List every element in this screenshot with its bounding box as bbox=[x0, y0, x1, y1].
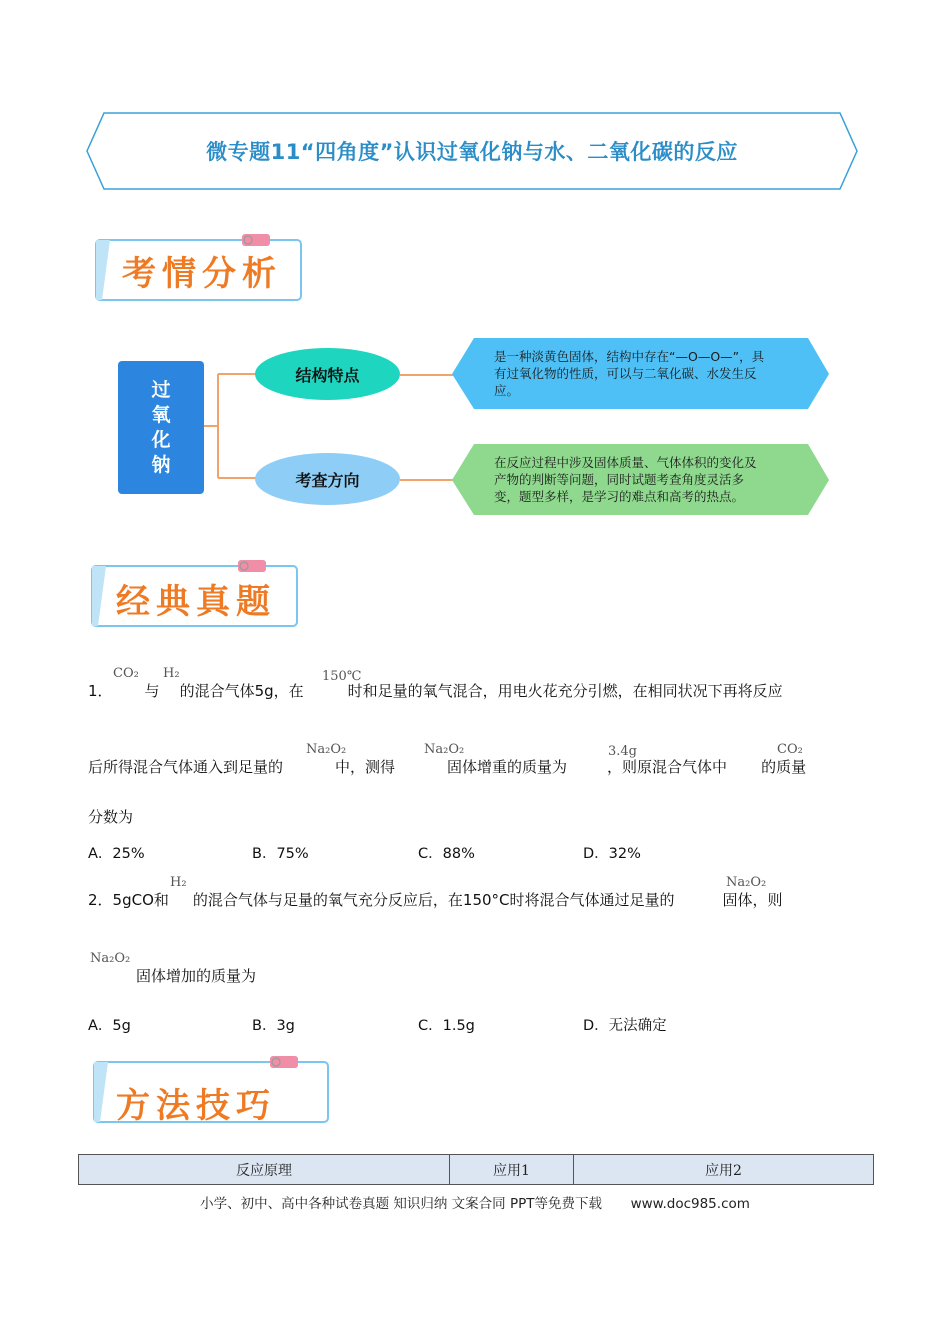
footer-site-link[interactable]: www.doc985.com bbox=[630, 1196, 750, 1212]
branch1-line-3: 应。 bbox=[494, 383, 520, 398]
q2-line-2 bbox=[88, 965, 256, 986]
q1-line-2 bbox=[88, 756, 806, 777]
branch2-description bbox=[494, 454, 804, 505]
branch1-description bbox=[494, 348, 804, 399]
q1-option-b: B．75% bbox=[252, 846, 309, 862]
q2-option-d: D．无法确定 bbox=[583, 1018, 667, 1034]
q1-option-a: A．25% bbox=[88, 846, 145, 862]
formula-mass: 3.4g bbox=[608, 744, 637, 759]
method-table bbox=[78, 1154, 874, 1185]
formula-na2o2: Na₂O₂ bbox=[424, 742, 465, 757]
root-char: 氧 bbox=[151, 403, 171, 426]
q2-option-c: C．1.5g bbox=[418, 1018, 475, 1034]
q1-text: 中，测得 bbox=[335, 758, 396, 776]
footer-text: 小学、初中、高中各种试卷真题 知识归纳 文案合同 PPT等免费下载 bbox=[200, 1196, 602, 1212]
table-header-app1: 应用1 bbox=[450, 1155, 574, 1185]
q2-text: 5gCO和 bbox=[112, 891, 169, 909]
formula-na2o2: Na₂O₂ bbox=[726, 875, 767, 890]
q2-text: 的混合气体与足量的氧气充分反应后，在150°C时将混合气体通过足量的 bbox=[192, 891, 675, 909]
table-header-principle: 反应原理 bbox=[79, 1155, 450, 1185]
q1-option-d: D．32% bbox=[583, 846, 641, 862]
branch2-line-2: 产物的判断等问题，同时试题考查角度灵活多 bbox=[494, 472, 745, 487]
q1-text: 固体增重的质量为 bbox=[447, 758, 568, 776]
branch1-line-2: 有过氧化物的性质，可以与二氧化碳、水发生反 bbox=[494, 366, 757, 381]
q1-text: 的混合气体5g，在 bbox=[179, 682, 304, 700]
branch2-line-3: 变，题型多样，是学习的难点和高考的热点。 bbox=[494, 489, 745, 504]
q2-option-a: A．5g bbox=[88, 1018, 131, 1034]
section-title-analysis: 考情分析 bbox=[122, 254, 282, 294]
q1-line-3: 分数为 bbox=[88, 808, 134, 826]
q1-text: 时和足量的氧气混合，用电火花充分引燃，在相同状况下再将反应 bbox=[347, 682, 783, 700]
q1-option-c: C．88% bbox=[418, 846, 475, 862]
q2-option-b: B．3g bbox=[252, 1018, 295, 1034]
q1-number: 1． bbox=[88, 682, 113, 700]
page-title: 微专题11“四角度”认识过氧化钠与水、二氧化碳的反应 bbox=[206, 140, 738, 164]
mindmap-branch-structure: 结构特点 bbox=[255, 348, 400, 400]
root-char: 化 bbox=[151, 428, 171, 451]
formula-h2: H₂ bbox=[170, 875, 187, 890]
formula-h2: H₂ bbox=[163, 666, 180, 681]
branch1-line-1: 是一种淡黄色固体，结构中存在“—O—O—”，具 bbox=[494, 349, 765, 364]
q1-text: 的质量 bbox=[761, 758, 807, 776]
formula-co2: CO₂ bbox=[777, 742, 803, 757]
q1-text: 与 bbox=[144, 682, 160, 700]
root-char: 钠 bbox=[151, 453, 171, 476]
formula-na2o2: Na₂O₂ bbox=[90, 951, 131, 966]
section-title-real-questions: 经典真题 bbox=[116, 582, 276, 622]
mindmap-root-sodium-peroxide bbox=[118, 361, 204, 494]
branch2-line bbox=[400, 477, 456, 483]
q2-line-1 bbox=[88, 889, 783, 910]
mindmap-branch-exam: 考查方向 bbox=[255, 453, 400, 505]
q1-text: 后所得混合气体通入到足量的 bbox=[88, 758, 284, 776]
table-header-app2: 应用2 bbox=[574, 1155, 874, 1185]
q1-text: ，则原混合气体中 bbox=[607, 758, 728, 776]
branch2-line-1: 在反应过程中涉及固体质量、气体体积的变化及 bbox=[494, 455, 757, 470]
q2-number: 2． bbox=[88, 891, 113, 909]
q2-text: 固体增加的质量为 bbox=[136, 967, 257, 985]
branch1-line bbox=[400, 372, 456, 378]
footer bbox=[0, 1192, 950, 1212]
q1-line-1 bbox=[88, 680, 783, 701]
formula-co2: CO₂ bbox=[113, 666, 139, 681]
formula-temp: 150℃ bbox=[322, 669, 362, 684]
q2-text: 固体，则 bbox=[722, 891, 783, 909]
root-char: 过 bbox=[151, 378, 171, 401]
formula-na2o2: Na₂O₂ bbox=[306, 742, 347, 757]
section-title-methods: 方法技巧 bbox=[116, 1086, 276, 1126]
table-header-row bbox=[79, 1155, 874, 1185]
